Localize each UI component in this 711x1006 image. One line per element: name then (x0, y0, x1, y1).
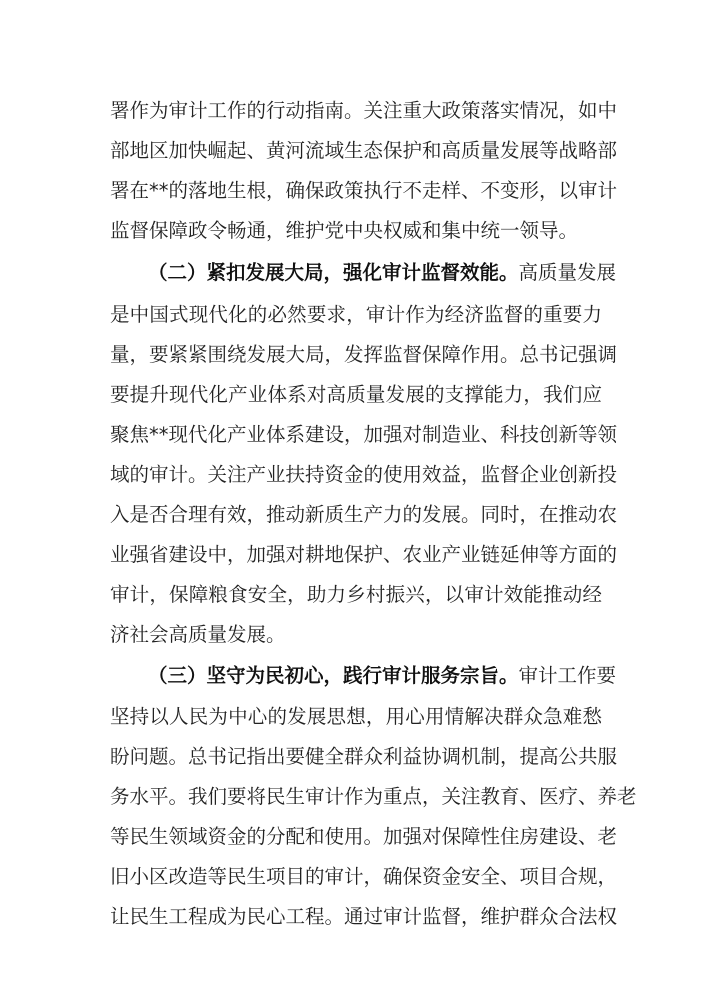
paragraph-1-line-4: 监督保障政令畅通，维护党中央权威和集中统一领导。 (110, 219, 579, 242)
paragraph-1-line-3: 署在**的落地生根，确保政策执行不走样、不变形，以审计 (110, 179, 618, 202)
paragraph-2-line-8: 业强省建设中，加强对耕地保护、农业产业链延伸等方面的 (110, 543, 618, 566)
paragraph-3-line-7: 让民生工程成为民心工程。通过审计监督，维护群众合法权 (110, 905, 618, 928)
paragraph-1-line-2: 部地区加快崛起、黄河流域生态保护和高质量发展等战略部 (110, 139, 618, 162)
paragraph-2-line-2: 是中国式现代化的必然要求，审计作为经济监督的重要力 (110, 303, 602, 326)
paragraph-2-line-7: 入是否合理有效，推动新质生产力的发展。同时，在推动农 (110, 503, 618, 526)
paragraph-2-line-5: 聚焦**现代化产业体系建设，加强对制造业、科技创新等领 (110, 423, 618, 446)
paragraph-2-line-4: 要提升现代化产业体系对高质量发展的支撑能力，我们应 (110, 383, 602, 406)
paragraph-1-line-1: 署作为审计工作的行动指南。关注重大政策落实情况，如中 (110, 99, 618, 122)
paragraph-3-line-1 (148, 661, 617, 691)
paragraph-3-line-5: 等民生领域资金的分配和使用。加强对保障性住房建设、老 (110, 825, 618, 848)
paragraph-2-line-9: 审计，保障粮食安全，助力乡村振兴，以审计效能推动经 (110, 583, 602, 606)
paragraph-3-line-4: 务水平。我们要将民生审计作为重点，关注教育、医疗、养老 (110, 785, 637, 808)
paragraph-3-line-3: 盼问题。总书记指出要健全群众利益协调机制，提高公共服 (110, 745, 618, 768)
section-heading-3: （三）坚守为民初心，践行审计服务宗旨。 (148, 664, 519, 687)
paragraph-3-line-6: 旧小区改造等民生项目的审计，确保资金安全、项目合规， (110, 865, 618, 888)
paragraph-2-line-1-text: 高质量发展 (518, 261, 617, 284)
paragraph-2-line-10: 济社会高质量发展。 (110, 623, 286, 646)
paragraph-3-line-2: 坚持以人民为中心的发展思想，用心用情解决群众急难愁 (110, 705, 602, 728)
paragraph-2-line-3: 量，要紧紧围绕发展大局，发挥监督保障作用。总书记强调 (110, 343, 618, 366)
section-heading-2: （二）紧扣发展大局，强化审计监督效能。 (148, 261, 519, 284)
paragraph-3-line-1-text: 审计工作要 (518, 664, 617, 687)
paragraph-2-line-1 (148, 258, 617, 288)
paragraph-2-line-6: 域的审计。关注产业扶持资金的使用效益，监督企业创新投 (110, 463, 618, 486)
